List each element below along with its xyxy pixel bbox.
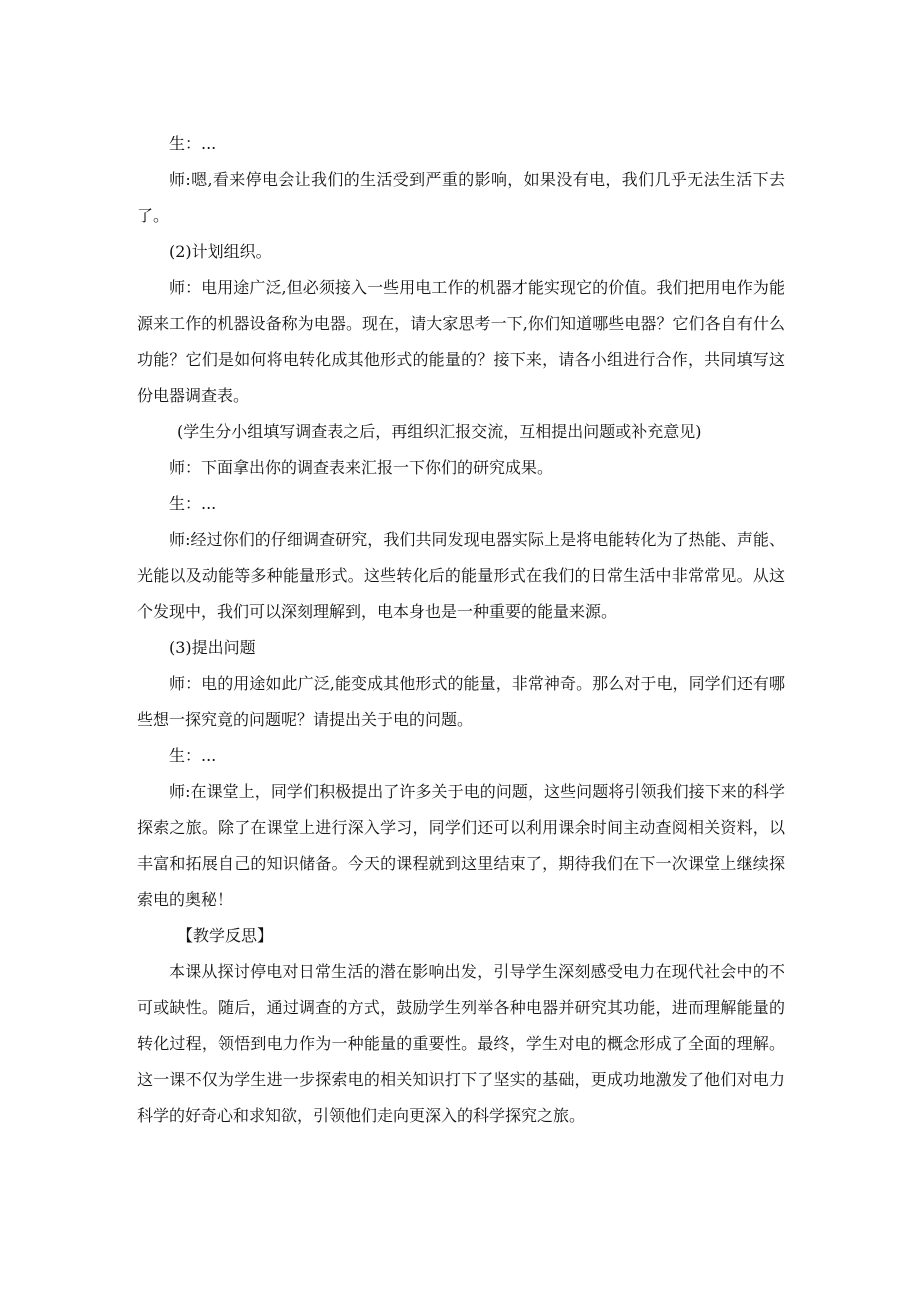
teacher-remark-power-outage: 师:嗯,看来停电会让我们的生活受到严重的影响，如果没有电，我们几乎无法生活下去了。 (137, 170, 785, 225)
document-body (137, 126, 785, 1134)
reflection-title: 【教学反思】 (177, 926, 274, 945)
teacher-prompt-questions: 师：电的用途如此广泛,能变成其他形式的能量，非常神奇。那么对于电，同学们还有哪些想一探究竟的问题呢？请提出关于电的问题。 (137, 674, 785, 729)
teacher-request-report: 师：下面拿出你的调查表来汇报一下你们的研究成果。 (169, 458, 554, 477)
reflection-body: 本课从探讨停电对日常生活的潜在影响出发，引导学生深刻感受电力在现代社会中的不可或缺性。随后，通过调查的方式，鼓励学生列举各种电器并研究其功能，进而理解能量的转化过程，领悟到电力作为一种能量的重要性。最终，学生对电的概念形成了全面的理解。这一课不仅为学生进一步探索电的相关知识打下了坚实的基础，更成功地激发了他们对电力科学的好奇心和求知欲，引领他们走向更深入的科学探究之旅。 (137, 962, 785, 1125)
student-reply-3: 生：... (169, 746, 217, 765)
student-reply-1: 生：... (169, 134, 217, 153)
teacher-summary-energy: 师:经过你们的仔细调查研究，我们共同发现电器实际上是将电能转化为了热能、声能、光能以及动能等多种能量形式。这些转化后的能量形式在我们的日常生活中非常常见。从这个发现中，我们可以深刻理解到，电本身也是一种重要的能量来源。 (137, 530, 785, 621)
activity-note: (学生分小组填写调查表之后，再组织汇报交流，互相提出问题或补充意见) (177, 422, 702, 441)
section-heading-plan: (2)计划组织。 (169, 242, 272, 261)
teacher-instruction-survey: 师：电用途广泛,但必须接入一些用电工作的机器才能实现它的价值。我们把用电作为能源来工作的机器设备称为电器。现在，请大家思考一下,你们知道哪些电器？它们各自有什么功能？它们是如何将电转化成其他形式的能量的？接下来，请各小组进行合作，共同填写这份电器调查表。 (137, 278, 785, 405)
student-reply-2: 生：... (169, 494, 217, 513)
section-heading-questions: (3)提出问题 (169, 638, 256, 657)
teacher-closing-remark: 师:在课堂上，同学们积极提出了许多关于电的问题，这些问题将引领我们接下来的科学探索之旅。除了在课堂上进行深入学习，同学们还可以利用课余时间主动查阅相关资料，以丰富和拓展自己的知识储备。今天的课程就到这里结束了，期待我们在下一次课堂上继续探索电的奥秘！ (137, 782, 785, 909)
